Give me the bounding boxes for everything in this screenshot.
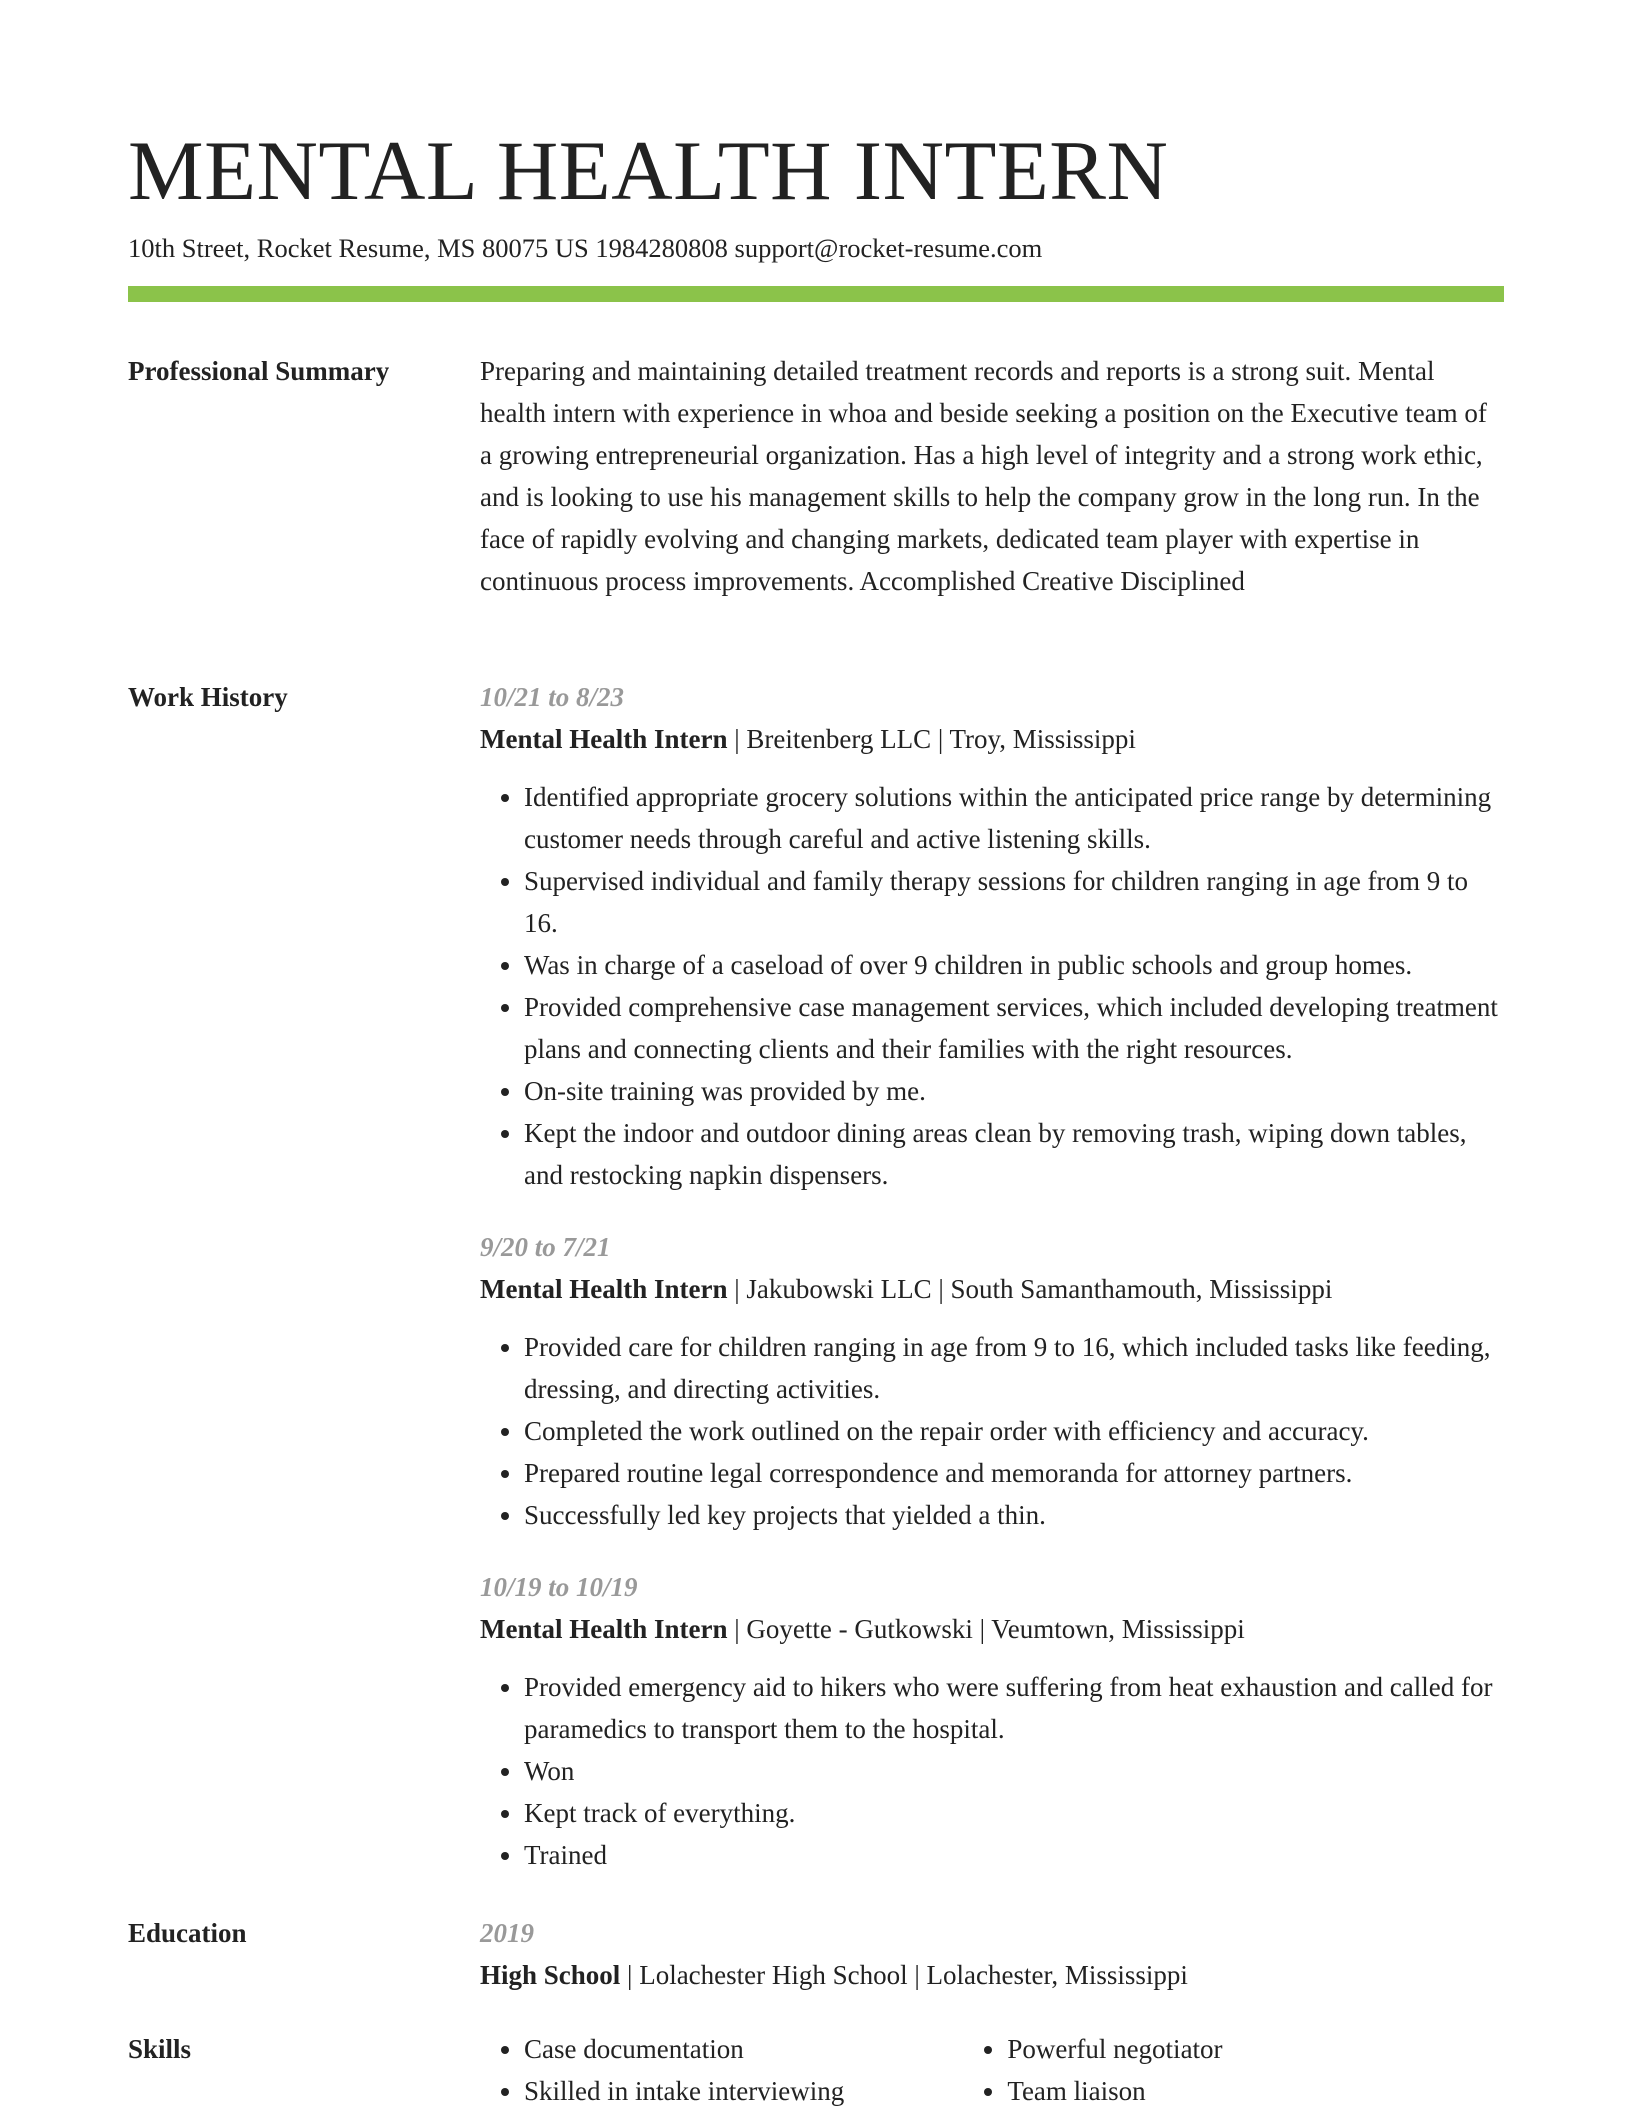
job-entry [480, 676, 1504, 1196]
summary-text: Preparing and maintaining detailed treatment records and reports is a strong suit. Mental health intern with experience in whoa and beside seeking a position on the Executive team of a growing entrepreneurial organization. Has a high level of integrity and a strong work ethic, and is looking to use his management skills to help the company grow in the long run. In the face of rapidly evolving and changing markets, dedicated team player with expertise in continuous process improvements. Accomplished Creative Disciplined [480, 356, 1487, 596]
job-entry [480, 1226, 1504, 1536]
skill-item: • Powerful negotiator [1007, 2028, 1504, 2070]
job-bullets [480, 1666, 1504, 1876]
job-dates: 10/21 to 8/23 [480, 682, 625, 712]
education-content [480, 1912, 1504, 1996]
job-title: Mental Health Intern [480, 1274, 728, 1304]
job-dates: 10/19 to 10/19 [480, 1572, 638, 1602]
job-bullet: • On-site training was provided by me. [524, 1070, 1504, 1112]
contact-info: 10th Street, Rocket Resume, MS 80075 US 1984280808 support@rocket-resume.com [128, 233, 1043, 263]
skills-column-2 [963, 2028, 1504, 2112]
education-heading [480, 1954, 1504, 1996]
job-bullet: • Kept the indoor and outdoor dining areas clean by removing trash, wiping down tables, and restocking napkin dispensers. [524, 1112, 1504, 1196]
education-section [128, 1912, 1504, 1996]
header-divider [128, 286, 1504, 302]
section-label-education: Education [128, 1918, 247, 1948]
job-bullet: • Provided emergency aid to hikers who were suffering from heat exhaustion and called for paramedics to transport them to the hospital. [524, 1666, 1504, 1750]
skill-item: • Team liaison [1007, 2070, 1504, 2112]
skill-item: • Skilled in intake interviewing [524, 2070, 963, 2112]
page-title: MENTAL HEALTH INTERN [128, 124, 1169, 218]
job-bullet: • Prepared routine legal correspondence and memoranda for attorney partners. [524, 1452, 1504, 1494]
job-title: Mental Health Intern [480, 724, 728, 754]
job-heading [480, 718, 1504, 760]
job-details: | Breitenberg LLC | Troy, Mississippi [727, 724, 1136, 754]
job-bullet: • Completed the work outlined on the repair order with efficiency and accuracy. [524, 1410, 1504, 1452]
education-degree: High School [480, 1960, 621, 1990]
section-label-skills: Skills [128, 2034, 192, 2064]
job-heading [480, 1268, 1504, 1310]
job-entry [480, 1566, 1504, 1876]
job-bullet: • Provided comprehensive case management services, which included developing treatment plans and connecting clients and their families with the right resources. [524, 986, 1504, 1070]
section-label-work-history: Work History [128, 682, 288, 712]
job-bullet: • Was in charge of a caseload of over 9 children in public schools and group homes. [524, 944, 1504, 986]
job-bullets [480, 1326, 1504, 1536]
work-history-content [480, 676, 1504, 1876]
job-title: Mental Health Intern [480, 1614, 728, 1644]
job-heading [480, 1608, 1504, 1650]
job-bullet: • Identified appropriate grocery solutions within the anticipated price range by determining customer needs through careful and active listening skills. [524, 776, 1504, 860]
skills-section [128, 2028, 1504, 2112]
skills-grid [480, 2028, 1504, 2112]
education-details: | Lolachester High School | Lolachester, Mississippi [620, 1960, 1188, 1990]
job-bullet: • Trained [524, 1834, 1504, 1876]
skills-content [480, 2028, 1504, 2112]
job-bullet: • Supervised individual and family therapy sessions for children ranging in age from 9 to 16. [524, 860, 1504, 944]
summary-content [480, 350, 1504, 602]
job-bullet: • Provided care for children ranging in age from 9 to 16, which included tasks like feeding, dressing, and directing activities. [524, 1326, 1504, 1410]
skills-column-1 [480, 2028, 963, 2112]
job-bullets [480, 776, 1504, 1196]
work-history-section [128, 676, 1504, 1906]
job-bullet: • Won [524, 1750, 1504, 1792]
job-bullet: • Kept track of everything. [524, 1792, 1504, 1834]
section-label-summary: Professional Summary [128, 356, 390, 386]
summary-section [128, 350, 1504, 602]
skill-item: • Case documentation [524, 2028, 963, 2070]
job-dates: 9/20 to 7/21 [480, 1232, 611, 1262]
job-bullet: • Successfully led key projects that yielded a thin. [524, 1494, 1504, 1536]
education-year: 2019 [480, 1918, 534, 1948]
job-details: | Jakubowski LLC | South Samanthamouth, Mississippi [727, 1274, 1333, 1304]
job-details: | Goyette - Gutkowski | Veumtown, Mississippi [727, 1614, 1245, 1644]
